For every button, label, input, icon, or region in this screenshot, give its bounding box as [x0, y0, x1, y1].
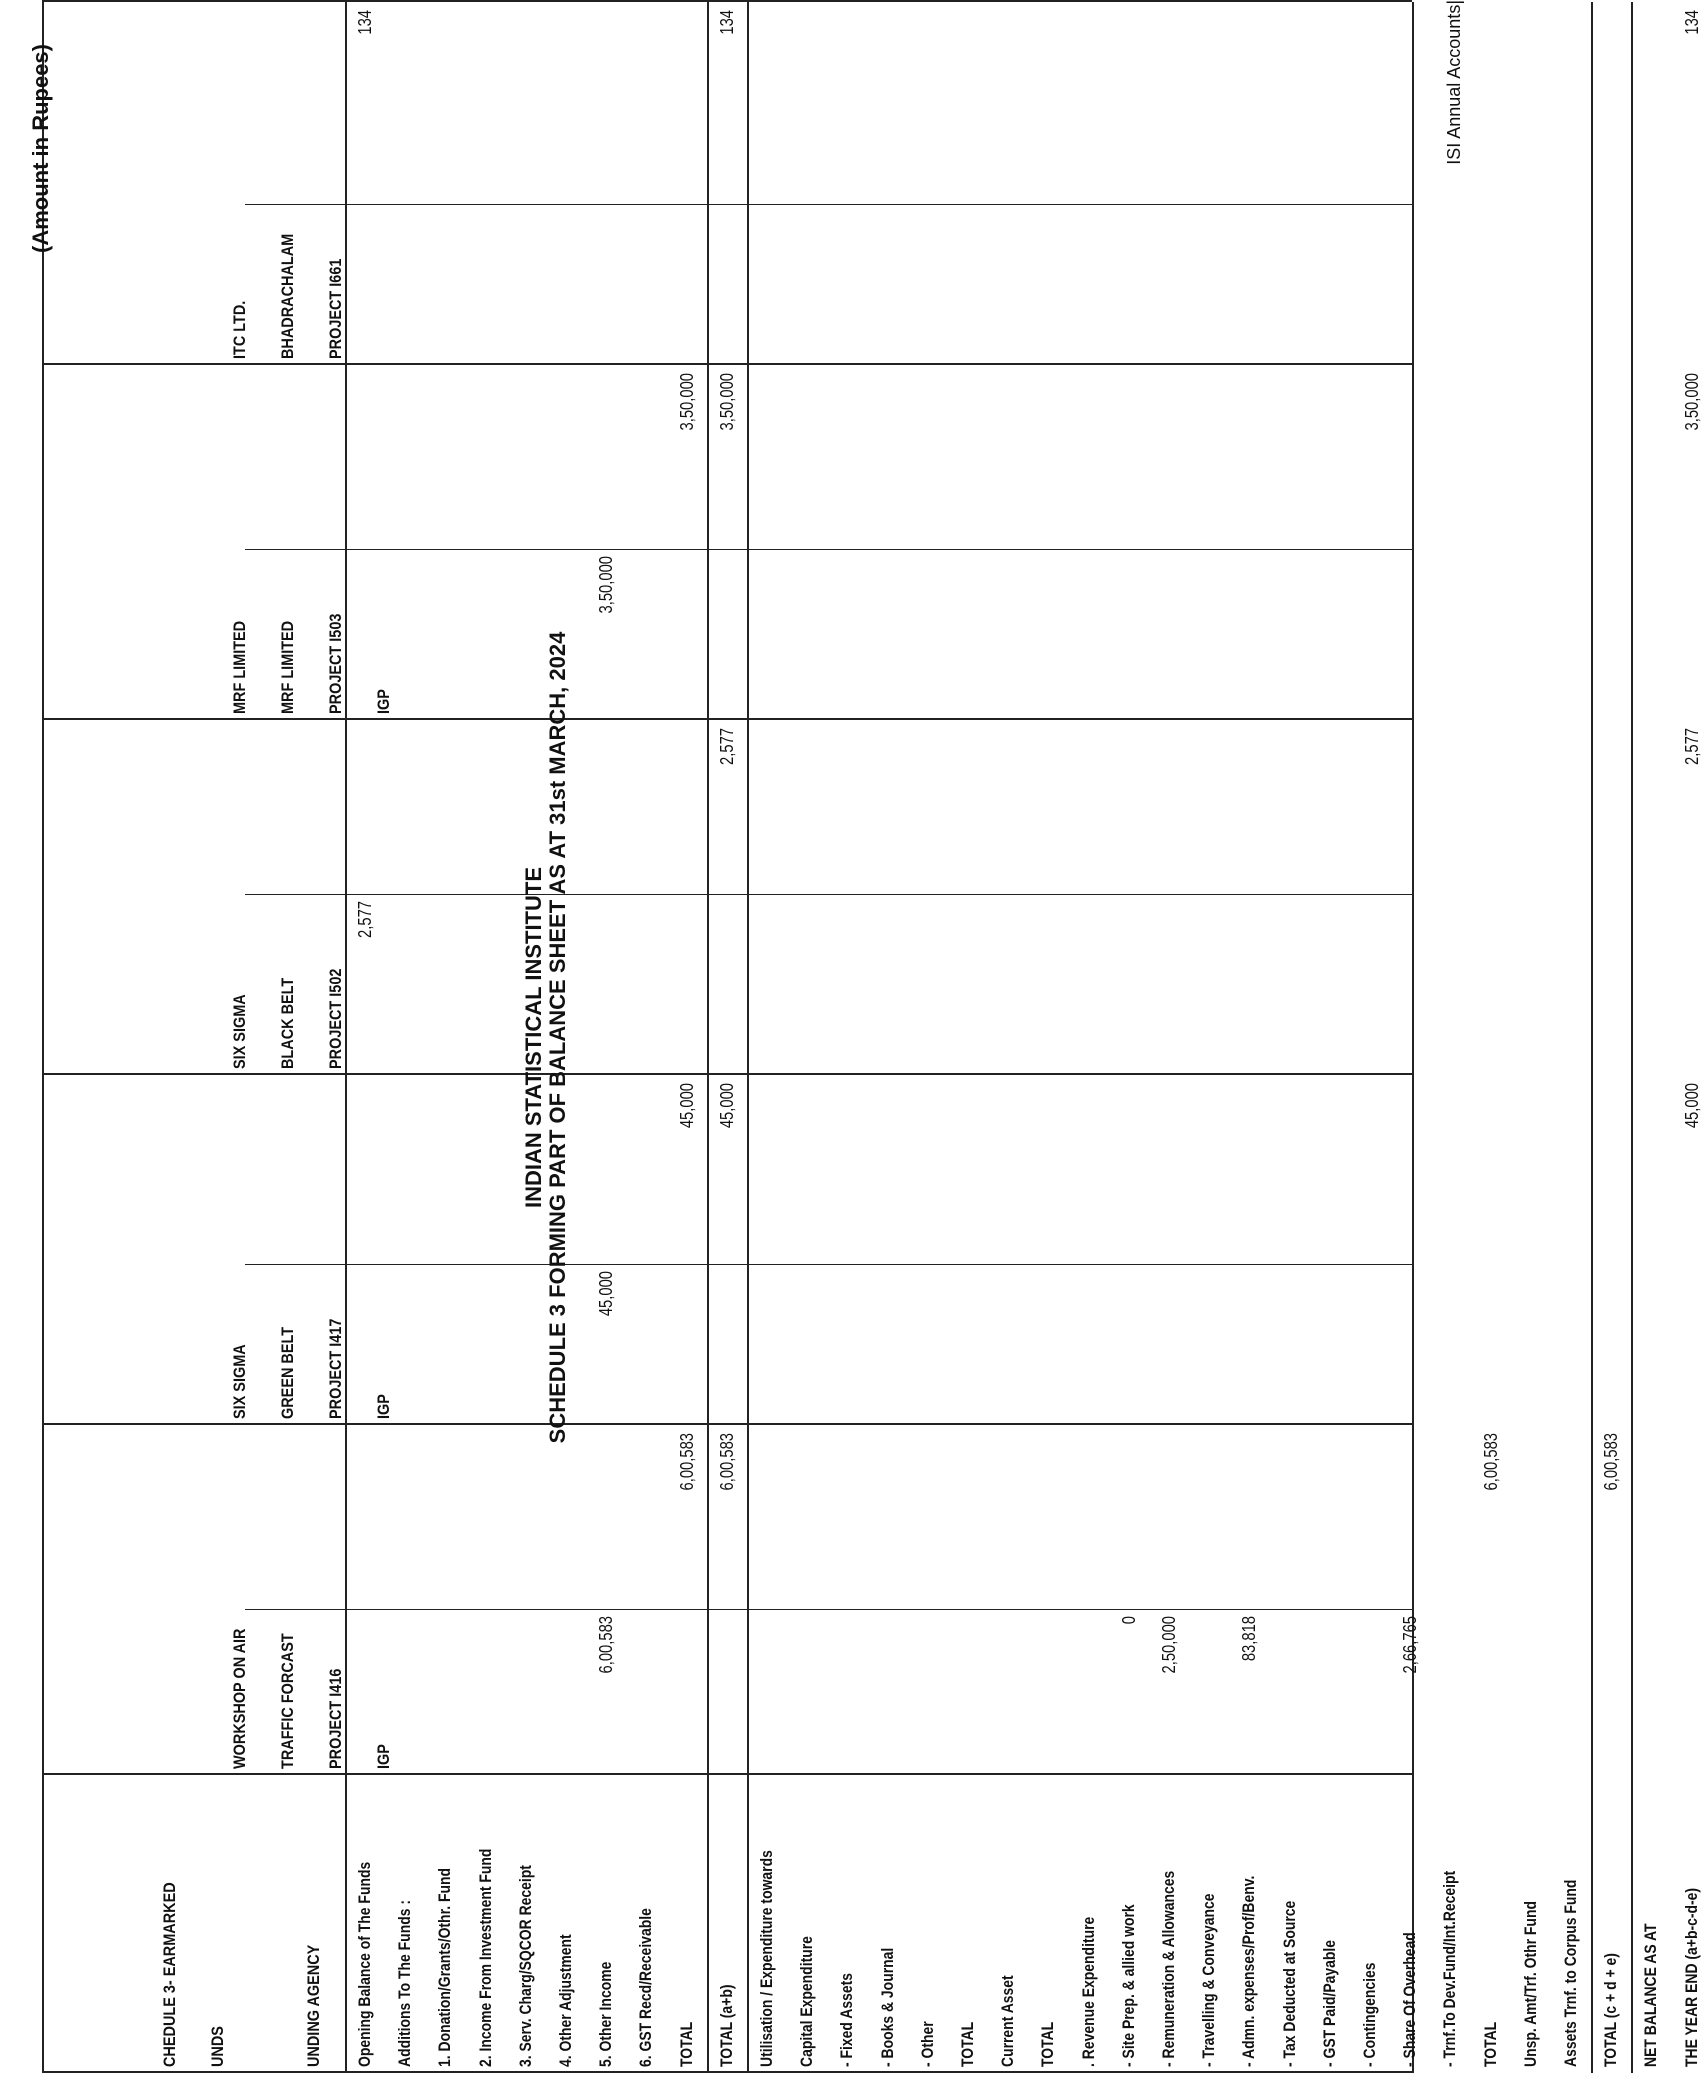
column-divider	[42, 1423, 1412, 1425]
row-label: . Revenue Expenditure	[1078, 1916, 1098, 2067]
footer-text: ISI Annual Accounts|	[1444, 0, 1464, 165]
row-label: TOTAL (c + d + e)	[1601, 1953, 1621, 2067]
row-label: Utilisation / Expenditure towards	[757, 1850, 776, 2067]
row-label: Unsp. Amt/Trf. Othr Fund	[1520, 1901, 1540, 2067]
row-label: TOTAL	[958, 2021, 977, 2067]
amount-cell: 6,00,583	[676, 1433, 697, 1491]
row-label: 2. Income From Investment Fund	[475, 1848, 495, 2067]
amount-cell: 3,50,000	[716, 373, 737, 431]
amount-cell: 83,818	[1239, 1616, 1260, 1662]
amount-cell: 134	[716, 10, 737, 35]
amount-cell: 2,50,000	[1159, 1616, 1179, 1674]
row-label: - GST Paid/Payable	[1319, 1939, 1339, 2067]
amount-cell: 45,000	[1681, 1083, 1702, 1129]
project-header-line: BLACK BELT	[278, 977, 297, 1069]
project-header-line: PROJECT I661	[326, 258, 345, 359]
amount-cell: 45,000	[676, 1083, 697, 1129]
project-header-line: IGP	[374, 689, 393, 714]
row-label: 1. Donation/Grants/Othr. Fund	[435, 1867, 455, 2067]
row-label: - Tax Deducted at Source	[1279, 1900, 1299, 2067]
row-label: - Admn. expenses/Prof/Benv.	[1239, 1875, 1259, 2067]
row-label: THE YEAR END (a+b-c-d-e)	[1681, 1887, 1701, 2067]
subcolumn-divider	[245, 1609, 1412, 1610]
row-label: - Share Of Overhead	[1400, 1932, 1420, 2067]
project-header-line: SIX SIGMA	[230, 994, 249, 1069]
row-label: 3. Serv. Charg/SQCOR Receipt	[515, 1865, 535, 2067]
row-label: - Contingencies	[1360, 1962, 1379, 2067]
schedule-title: SCHEDULE 3 FORMING PART OF BALANCE SHEET AS AT 31st MARCH, 2024	[545, 631, 570, 1444]
row-label: - Fixed Assets	[837, 1972, 857, 2067]
subcolumn-divider	[245, 549, 1412, 550]
row-label: - Travelling & Conveyance	[1199, 1893, 1219, 2067]
header-label-line: UNDS	[208, 2026, 227, 2067]
project-header-line: MRF LIMITED	[278, 620, 297, 714]
table-border	[42, 2, 44, 2073]
row-label: - Books & Journal	[877, 1947, 897, 2067]
row-label: 4. Other Adjustment	[556, 1934, 575, 2067]
project-header-line: ITC LTD.	[230, 300, 249, 359]
row-label: Current Asset	[998, 1975, 1018, 2067]
column-divider	[42, 363, 1412, 365]
row-label: Additions To The Funds :	[395, 1900, 415, 2067]
row-label: TOTAL	[676, 2021, 696, 2067]
row-divider	[1631, 2, 1633, 2073]
project-header-line: PROJECT I502	[326, 968, 345, 1069]
row-label: Assets Trnf. to Corpus Fund	[1561, 1879, 1580, 2067]
amount-cell: 6,00,583	[1480, 1433, 1501, 1491]
amount-cell: 2,577	[355, 901, 375, 938]
row-label: Opening Balance of The Funds	[355, 1861, 374, 2067]
column-divider	[42, 718, 1412, 720]
project-header-line: IGP	[374, 1744, 393, 1769]
table-border	[1412, 2, 1414, 2073]
header-label-line: UNDING AGENCY	[304, 1944, 323, 2067]
row-label: - Site Prep. & allied work	[1118, 1904, 1138, 2067]
amount-cell: 45,000	[716, 1083, 737, 1129]
amount-cell: 134	[355, 10, 375, 35]
amount-cell: 3,50,000	[1681, 373, 1702, 431]
row-label: - Remuneration & Allowances	[1159, 1870, 1178, 2067]
amount-cell: 0	[1118, 1616, 1139, 1625]
column-divider	[42, 1073, 1412, 1075]
project-header-line: PROJECT I416	[326, 1668, 345, 1769]
header-label-line: CHEDULE 3- EARMARKED	[160, 1882, 179, 2067]
row-divider	[1591, 2, 1593, 2073]
amount-cell: 45,000	[596, 1271, 617, 1317]
project-header-line: IGP	[374, 1394, 393, 1419]
project-header-line: WORKSHOP ON AIR	[230, 1628, 249, 1769]
institute-title: INDIAN STATISTICAL INSTITUTE	[521, 867, 546, 1208]
amount-cell: 2,577	[716, 728, 737, 765]
amount-cell: 3,50,000	[676, 373, 697, 431]
table-border	[42, 2071, 1412, 2073]
row-label: Capital Expenditure	[797, 1936, 817, 2067]
row-label: - Other	[917, 2021, 937, 2067]
project-header-line: MRF LIMITED	[230, 620, 249, 714]
amount-cell: 6,00,583	[1601, 1433, 1622, 1491]
row-divider	[747, 2, 749, 2073]
row-label: - Trnf.To Dev.Fund/Int.Receipt	[1440, 1870, 1460, 2067]
subcolumn-divider	[245, 204, 1412, 205]
row-label: TOTAL	[1038, 2021, 1058, 2067]
amount-cell: 6,00,583	[596, 1616, 617, 1674]
project-header-line: PROJECT I503	[326, 613, 345, 714]
row-label: NET BALANCE AS AT	[1641, 1923, 1661, 2067]
row-label: TOTAL	[1480, 2021, 1500, 2067]
amount-cell: 134	[1681, 10, 1702, 35]
project-header-line: TRAFFIC FORCAST	[278, 1633, 297, 1769]
column-divider	[42, 1773, 1412, 1775]
table-border	[42, 0, 1412, 2]
project-header-line: BHADRACHALAM	[278, 233, 297, 359]
row-label: 5. Other Income	[596, 1961, 616, 2067]
row-divider	[707, 2, 709, 2073]
row-label: TOTAL (a+b)	[716, 1984, 736, 2067]
amount-cell: 3,50,000	[596, 556, 617, 614]
amount-cell: 2,577	[1681, 728, 1702, 765]
project-header-line: SIX SIGMA	[230, 1344, 249, 1419]
amount-cell: 2,66,765	[1400, 1616, 1421, 1674]
amount-cell: 6,00,583	[716, 1433, 737, 1491]
amount-note: (Amount in Rupees)	[28, 44, 53, 253]
subcolumn-divider	[245, 894, 1412, 895]
project-header-line: PROJECT I417	[326, 1318, 345, 1419]
project-header-line: GREEN BELT	[278, 1326, 297, 1419]
subcolumn-divider	[245, 1264, 1412, 1265]
row-label: 6. GST Recd/Receivable	[636, 1908, 656, 2067]
